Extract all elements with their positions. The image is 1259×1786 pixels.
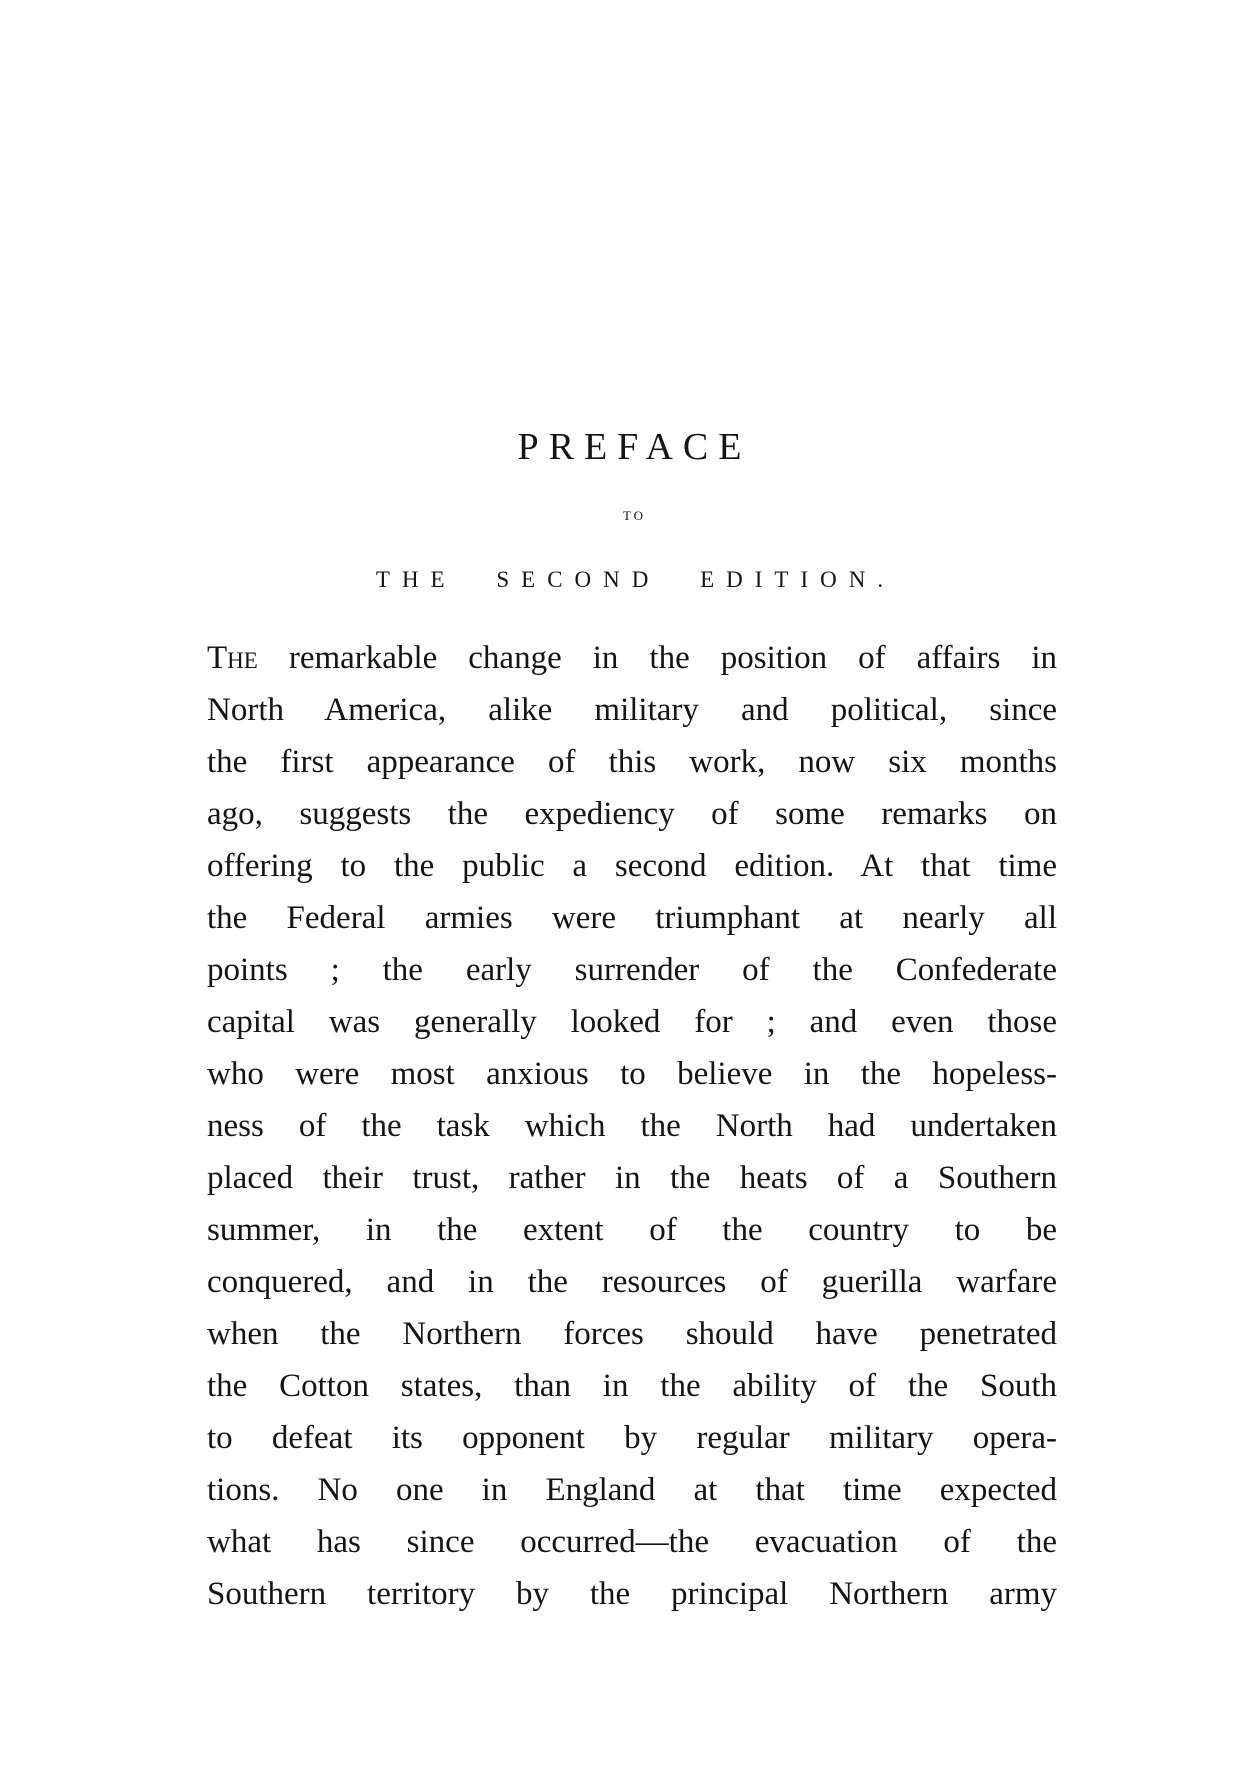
- text-line: conquered, and in the resources of guerilla warfare: [207, 1264, 1057, 1300]
- text-line: to defeat its opponent by regular military opera-: [207, 1420, 1057, 1456]
- text-line: [207, 632, 1057, 684]
- text-line: North America, alike military and political, since: [207, 692, 1057, 728]
- text-line: points ; the early surrender of the Confederate: [207, 952, 1057, 988]
- text-line: summer, in the extent of the country to be: [207, 1212, 1057, 1248]
- text-line: when the Northern forces should have penetrated: [207, 1316, 1057, 1352]
- text-line: capital was generally looked for ; and even those: [207, 1004, 1057, 1040]
- text-line: ago, suggests the expediency of some remarks on: [207, 796, 1057, 832]
- text-line: tions. No one in England at that time expected: [207, 1472, 1057, 1508]
- text-line: the Federal armies were triumphant at nearly all: [207, 900, 1057, 936]
- text-line: placed their trust, rather in the heats of a Southern: [207, 1160, 1057, 1196]
- text-line: the Cotton states, than in the ability of the South: [207, 1368, 1057, 1404]
- page-title: PREFACE: [517, 426, 752, 468]
- edition-subtitle: THE SECOND EDITION.: [375, 567, 896, 592]
- text-line: offering to the public a second edition. At that time: [207, 848, 1057, 884]
- text-line: the first appearance of this work, now six months: [207, 744, 1057, 780]
- line-text: remarkable change in the position of affairs in: [288, 640, 1058, 676]
- preface-body: [207, 632, 1057, 1620]
- title-connector: TO: [622, 508, 647, 523]
- text-line: what has since occurred—the evacuation of the: [207, 1524, 1057, 1560]
- text-line: ness of the task which the North had undertaken: [207, 1108, 1057, 1144]
- text-line: Southern territory by the principal Northern army: [207, 1576, 1057, 1612]
- text-line: who were most anxious to believe in the hopeless-: [207, 1056, 1057, 1092]
- lead-word: The: [207, 640, 258, 676]
